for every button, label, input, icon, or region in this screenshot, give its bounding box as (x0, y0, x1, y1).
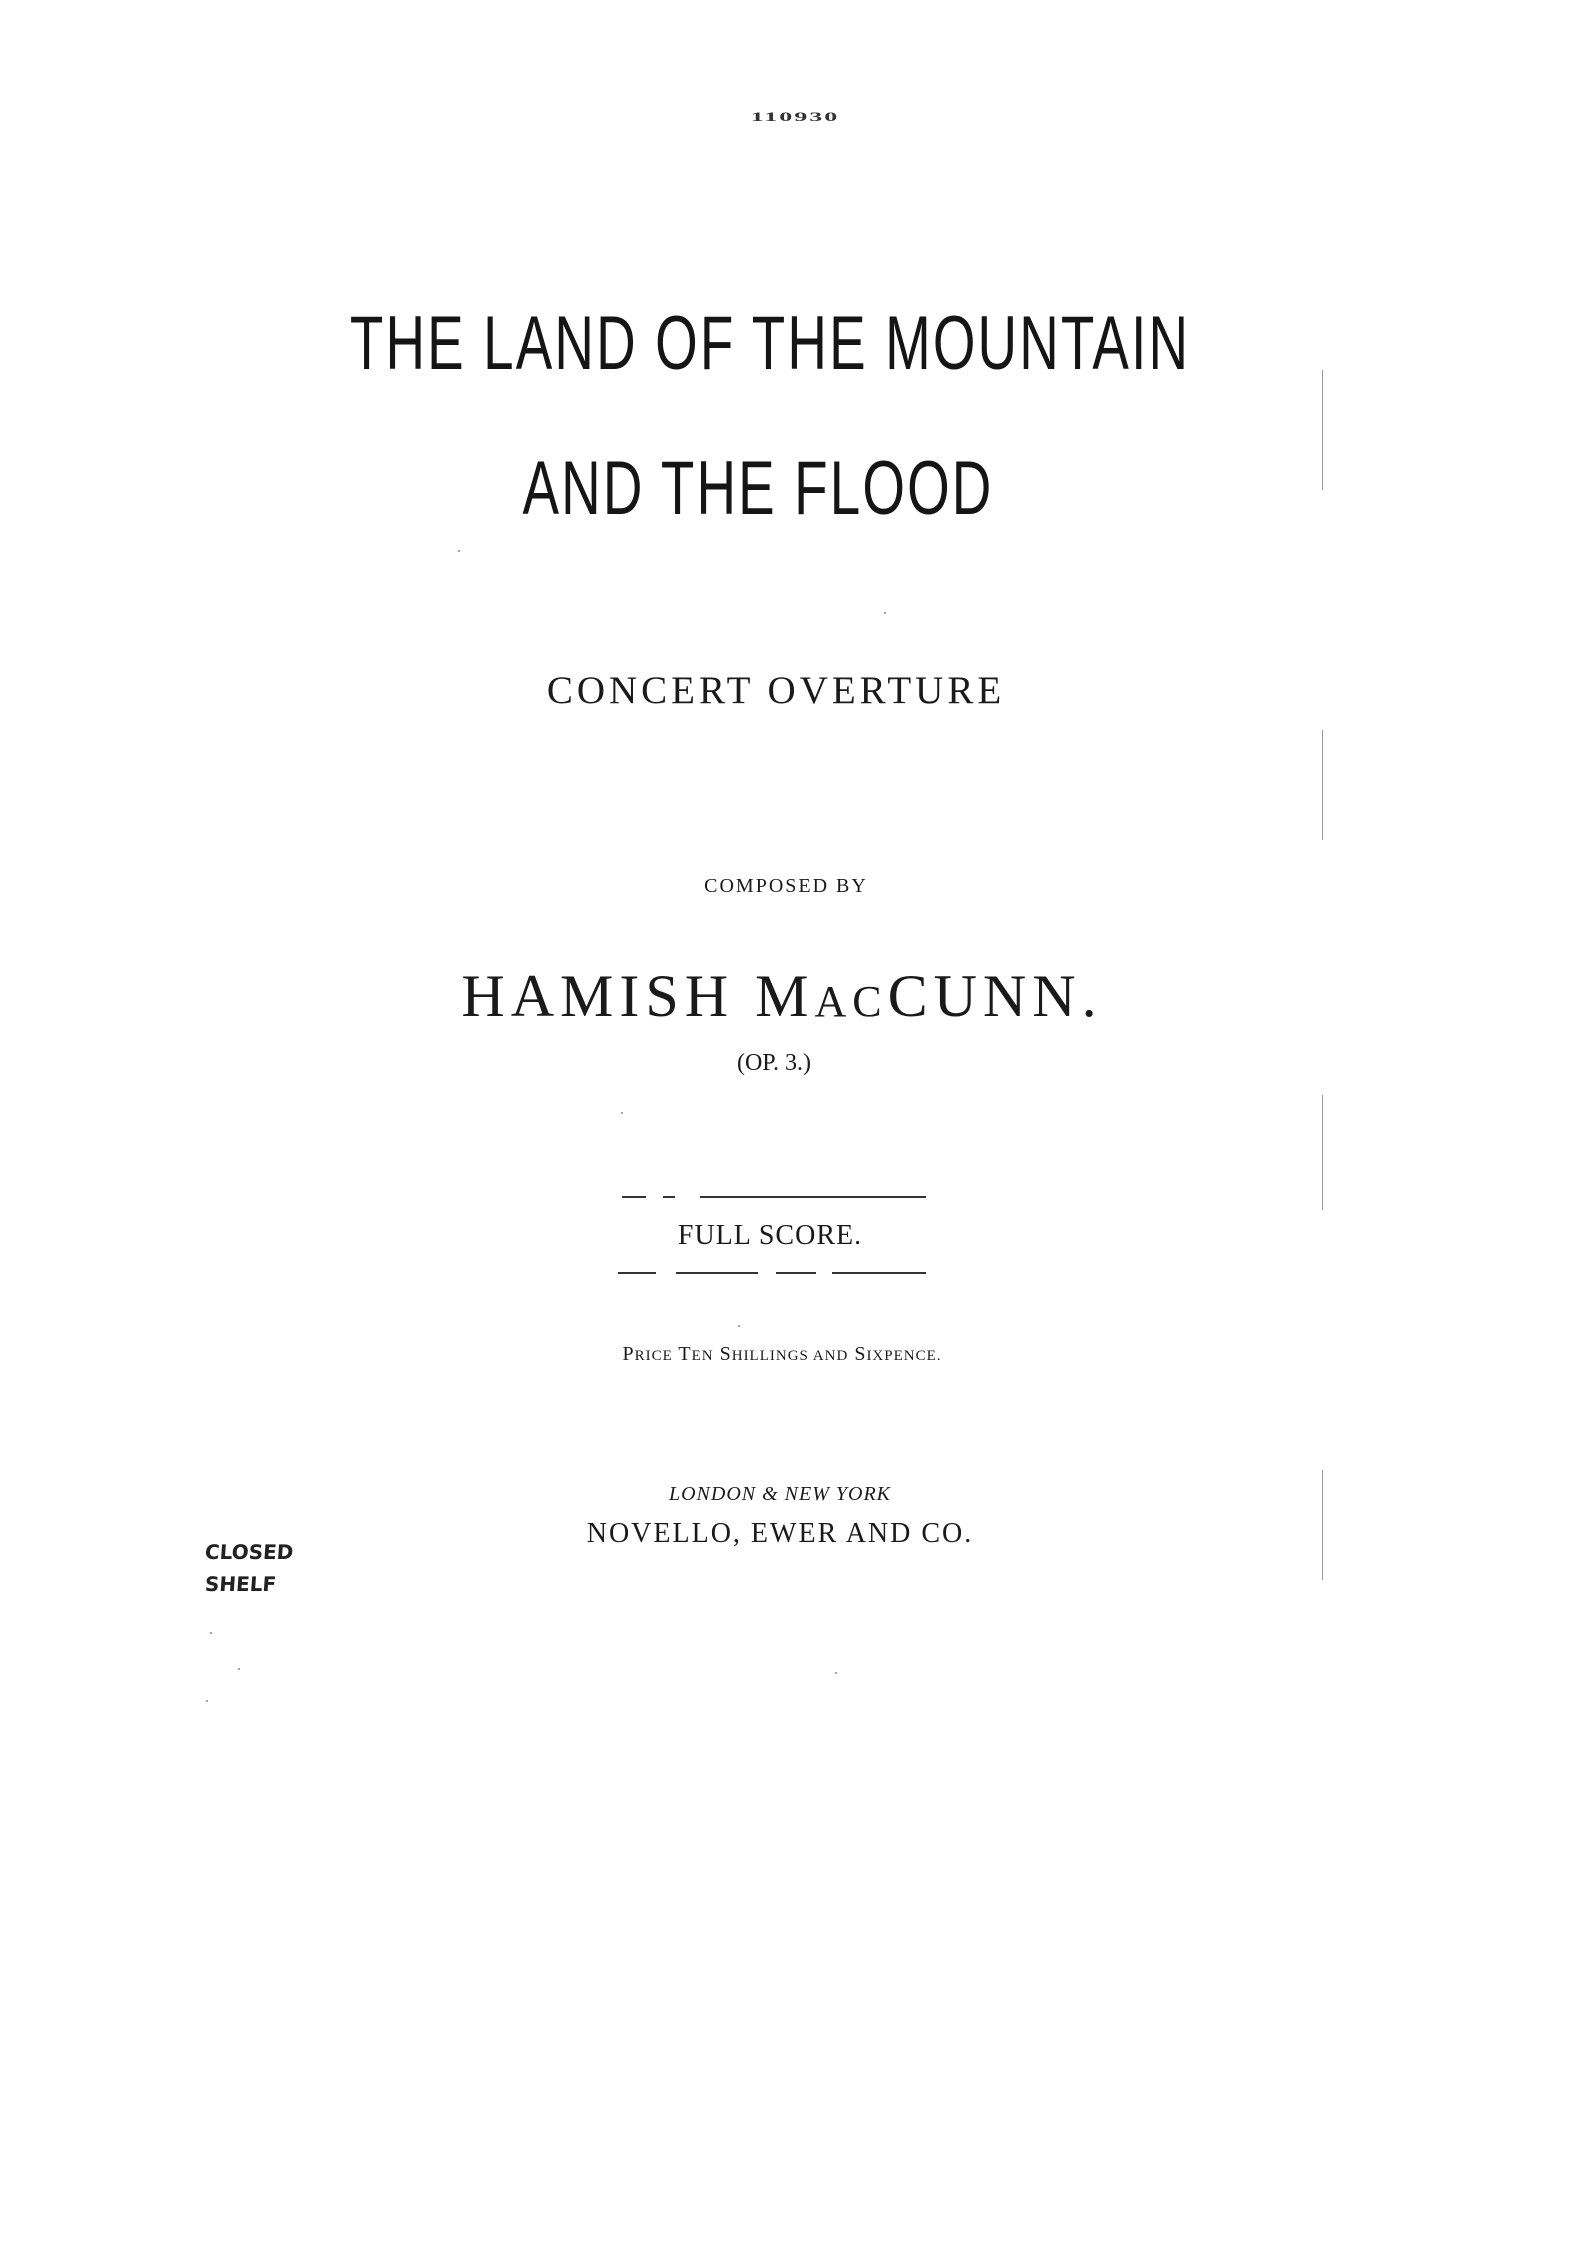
publisher-cities: LONDON & NEW YORK (668, 1483, 892, 1505)
bottom-rule-dash-3 (776, 1272, 816, 1274)
margin-scan-line-1 (1322, 370, 1323, 490)
scan-speck-6 (210, 1632, 212, 1634)
top-rule-dash-2 (663, 1196, 675, 1198)
subtitle: CONCERT OVERTURE (546, 669, 1006, 712)
top-rule-dash-1 (622, 1196, 646, 1198)
bottom-rule-dash-2 (676, 1272, 758, 1274)
edition-label: FULL SCORE. (677, 1220, 863, 1251)
library-stamp-line-1: CLOSED (204, 1540, 295, 1564)
composer-name (0, 962, 1576, 1031)
composer-first-name: HAMISH (461, 963, 735, 1029)
composed-by-label: COMPOSED BY (704, 875, 868, 897)
scan-speck-2 (884, 612, 886, 614)
price-line: PRICE TEN SHILLINGS AND SIXPENCE. (622, 1343, 942, 1365)
margin-scan-line-4 (1322, 1470, 1323, 1580)
scan-speck-4 (738, 1325, 740, 1327)
scan-speck-7 (238, 1668, 240, 1670)
opus-number: (OP. 3.) (736, 1050, 811, 1076)
library-stamp-line-2: SHELF (204, 1572, 278, 1596)
scan-speck-5 (835, 1672, 837, 1674)
top-rule (700, 1196, 926, 1198)
call-number-stamp: 110930 (750, 109, 840, 124)
margin-scan-line-3 (1322, 1095, 1323, 1210)
title-line-2: AND THE FLOOD (522, 446, 994, 531)
publisher-name: NOVELLO, EWER AND CO. (586, 1518, 974, 1549)
title-line-1: THE LAND OF THE MOUNTAIN (349, 301, 1191, 386)
scan-speck-8 (206, 1700, 208, 1702)
bottom-rule-dash-1 (618, 1272, 656, 1274)
scan-speck-3 (621, 1112, 623, 1114)
scan-speck-1 (458, 550, 460, 552)
bottom-rule-dash-4 (832, 1272, 926, 1274)
margin-scan-line-2 (1322, 730, 1323, 840)
composer-last-name: MACCUNN. (755, 963, 1103, 1029)
